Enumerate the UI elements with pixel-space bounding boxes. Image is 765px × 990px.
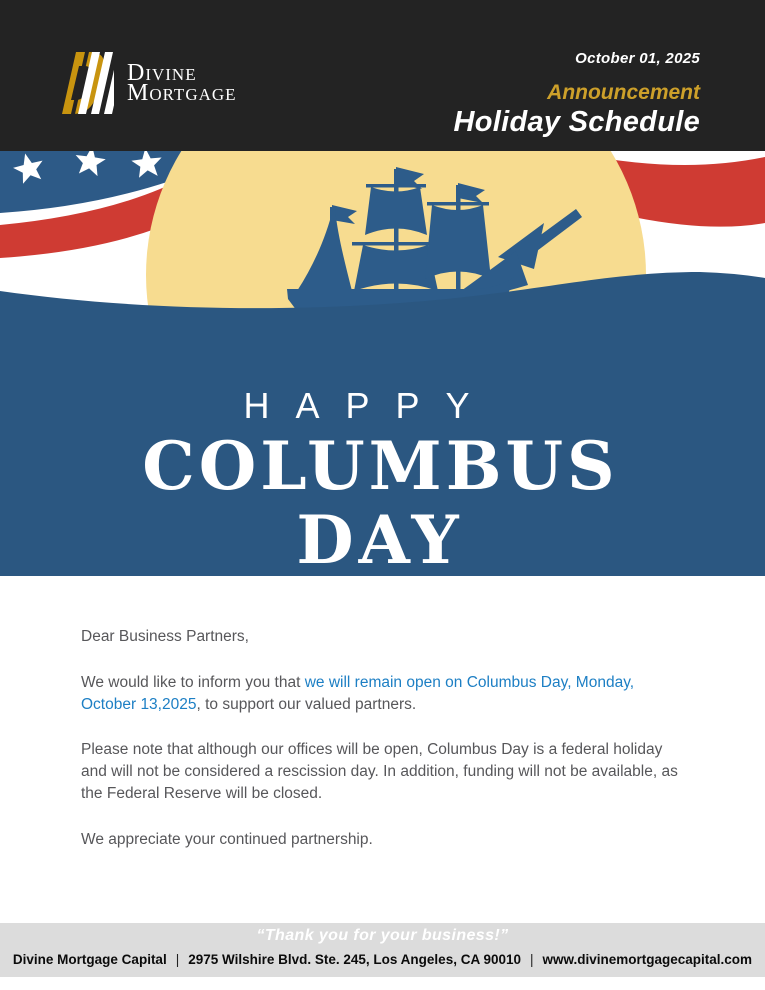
paragraph-open-suffix: , to support our valued partners.: [196, 696, 417, 713]
hero-banner: [0, 151, 765, 576]
announcement-date: October 01, 2025: [575, 50, 700, 67]
hero-text-columbus: COLUMBUS: [142, 427, 619, 505]
paragraph-closing: We appreciate your continued partnership.: [81, 831, 373, 848]
footer-tagline: “Thank you for your business!”: [256, 927, 509, 944]
header: [0, 0, 765, 151]
footer-separator: |: [530, 952, 534, 967]
hero-text-day: DAY: [296, 501, 464, 576]
paragraph-open-highlight: we will remain open on Columbus Day, Monday, October 13,2025: [81, 674, 635, 713]
logo-wordmark: [127, 60, 237, 106]
paragraph-open-notice: [81, 672, 689, 716]
footer-separator: |: [175, 952, 180, 967]
footer: [0, 923, 765, 977]
page-title: Holiday Schedule: [453, 106, 700, 138]
footer-website-link[interactable]: www.divinemortgagecapital.com: [542, 952, 753, 967]
logo-dm-mark-icon: [48, 52, 114, 114]
footer-address: 2975 Wilshire Blvd. Ste. 245, Los Angeles, CA 90010: [188, 952, 521, 967]
hero-text-happy: HAPPY: [243, 385, 496, 426]
greeting-text: Dear Business Partners,: [81, 628, 249, 645]
footer-company: Divine Mortgage Capital: [12, 952, 167, 967]
header-right: [453, 50, 700, 139]
footer-contact-line: [0, 952, 765, 967]
announcement-kicker: Announcement: [547, 81, 700, 104]
divine-mortgage-logo: [48, 52, 237, 114]
logo-word-mortgage: Mortgage: [127, 80, 237, 106]
paragraph-holiday-details: Please note that although our offices will be open, Columbus Day is a federal holiday and will not be considered a rescission day. In addition, funding will not be available, as the Federal Reserve will be closed.: [81, 741, 678, 802]
paragraph-open-prefix: We would like to inform you that: [81, 674, 305, 691]
logo-word-divine: Divine: [127, 60, 197, 86]
